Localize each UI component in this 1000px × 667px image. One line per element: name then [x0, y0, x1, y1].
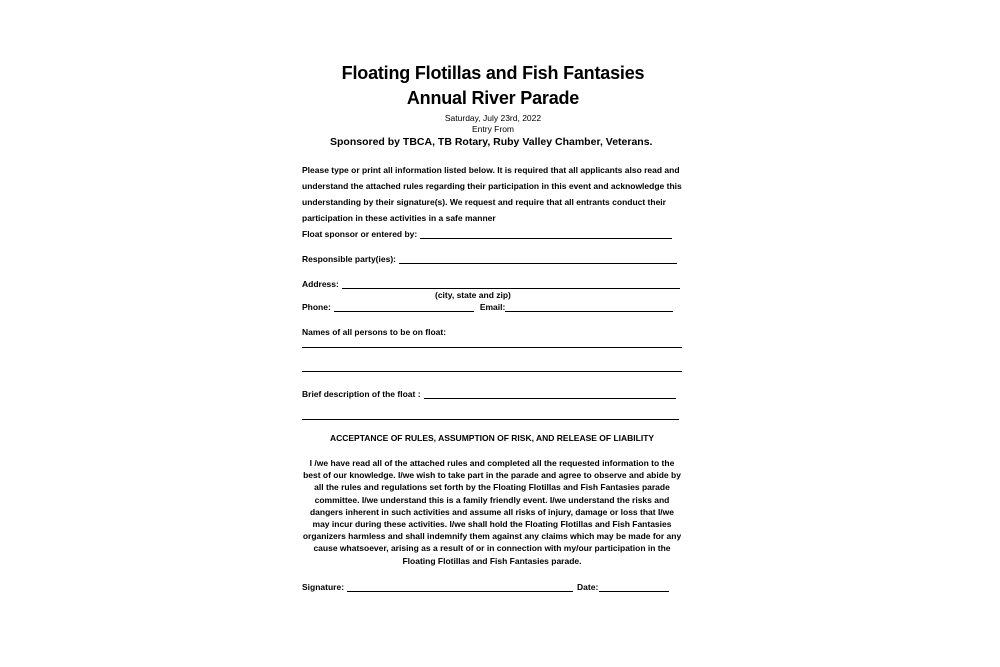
city-state-zip-hint: (city, state and zip): [435, 290, 511, 300]
signature-field[interactable]: [347, 582, 573, 592]
responsible-party-row: [302, 254, 677, 264]
form-subtitle: Annual River Parade: [406, 88, 580, 108]
names-field-line-1[interactable]: [302, 347, 682, 348]
phone-label: Phone:: [302, 302, 331, 312]
intro-paragraph: Please type or print all information listed below. It is required that all applicants also read and understand the attached rules regarding their participation in this event and acknowledge this understanding by their signature(s). We request and require that all entrants conduct their participation in these activities in a safe manner: [302, 165, 682, 223]
description-row: [302, 389, 676, 399]
entry-label: Entry From: [471, 124, 515, 134]
names-field-line-2[interactable]: [302, 371, 682, 372]
float-sponsor-row: [302, 229, 672, 239]
float-sponsor-field[interactable]: [420, 229, 672, 239]
description-field-line-2[interactable]: [302, 419, 679, 420]
signature-row: [302, 582, 669, 592]
date-field[interactable]: [599, 582, 669, 592]
date-label: Date:: [577, 582, 599, 592]
float-sponsor-label: Float sponsor or entered by:: [302, 229, 418, 239]
phone-field[interactable]: [334, 302, 474, 312]
release-heading: ACCEPTANCE OF RULES, ASSUMPTION OF RISK, AND RELEASE OF LIABILITY: [329, 433, 655, 443]
names-on-float-label: Names of all persons to be on float:: [302, 327, 447, 337]
event-date: Saturday, July 23rd, 2022: [444, 113, 542, 123]
address-field[interactable]: [342, 279, 680, 289]
sponsors-line: Sponsored by TBCA, TB Rotary, Ruby Valley Chamber, Veterans.: [330, 136, 653, 148]
form-title: Floating Flotillas and Fish Fantasies: [341, 63, 645, 83]
email-field[interactable]: [505, 302, 673, 312]
description-label: Brief description of the float :: [302, 389, 421, 399]
names-row: [302, 327, 446, 337]
description-field[interactable]: [424, 389, 676, 399]
signature-label: Signature:: [302, 582, 345, 592]
release-paragraph: I /we have read all of the attached rules and completed all the requested information to the best of our knowledge. I/we wish to take part in the parade and agree to observe and abide by all the rules and regulations set forth by the Floating Flotillas and Fish Fantasies parade committee. I/we understand this is a family friendly event. I/we understand the risks and dangers inherent in such activities and assume all risks of injury, damage or loss that I/we may incur during these activities. I/we shall hold the Floating Flotillas and Fish Fantasies organizers harmless and shall indemnify them against any claims which may be made for any cause whatsoever, arising as a result of or in connection with my/our participation in the Floating Flotillas and Fish Fantasies parade.: [302, 458, 682, 566]
phone-email-row: [302, 302, 673, 312]
address-label: Address:: [302, 279, 339, 289]
address-row: [302, 279, 680, 289]
email-label: Email:: [479, 302, 506, 312]
responsible-party-label: Responsible party(ies):: [302, 254, 396, 264]
responsible-party-field[interactable]: [399, 254, 677, 264]
